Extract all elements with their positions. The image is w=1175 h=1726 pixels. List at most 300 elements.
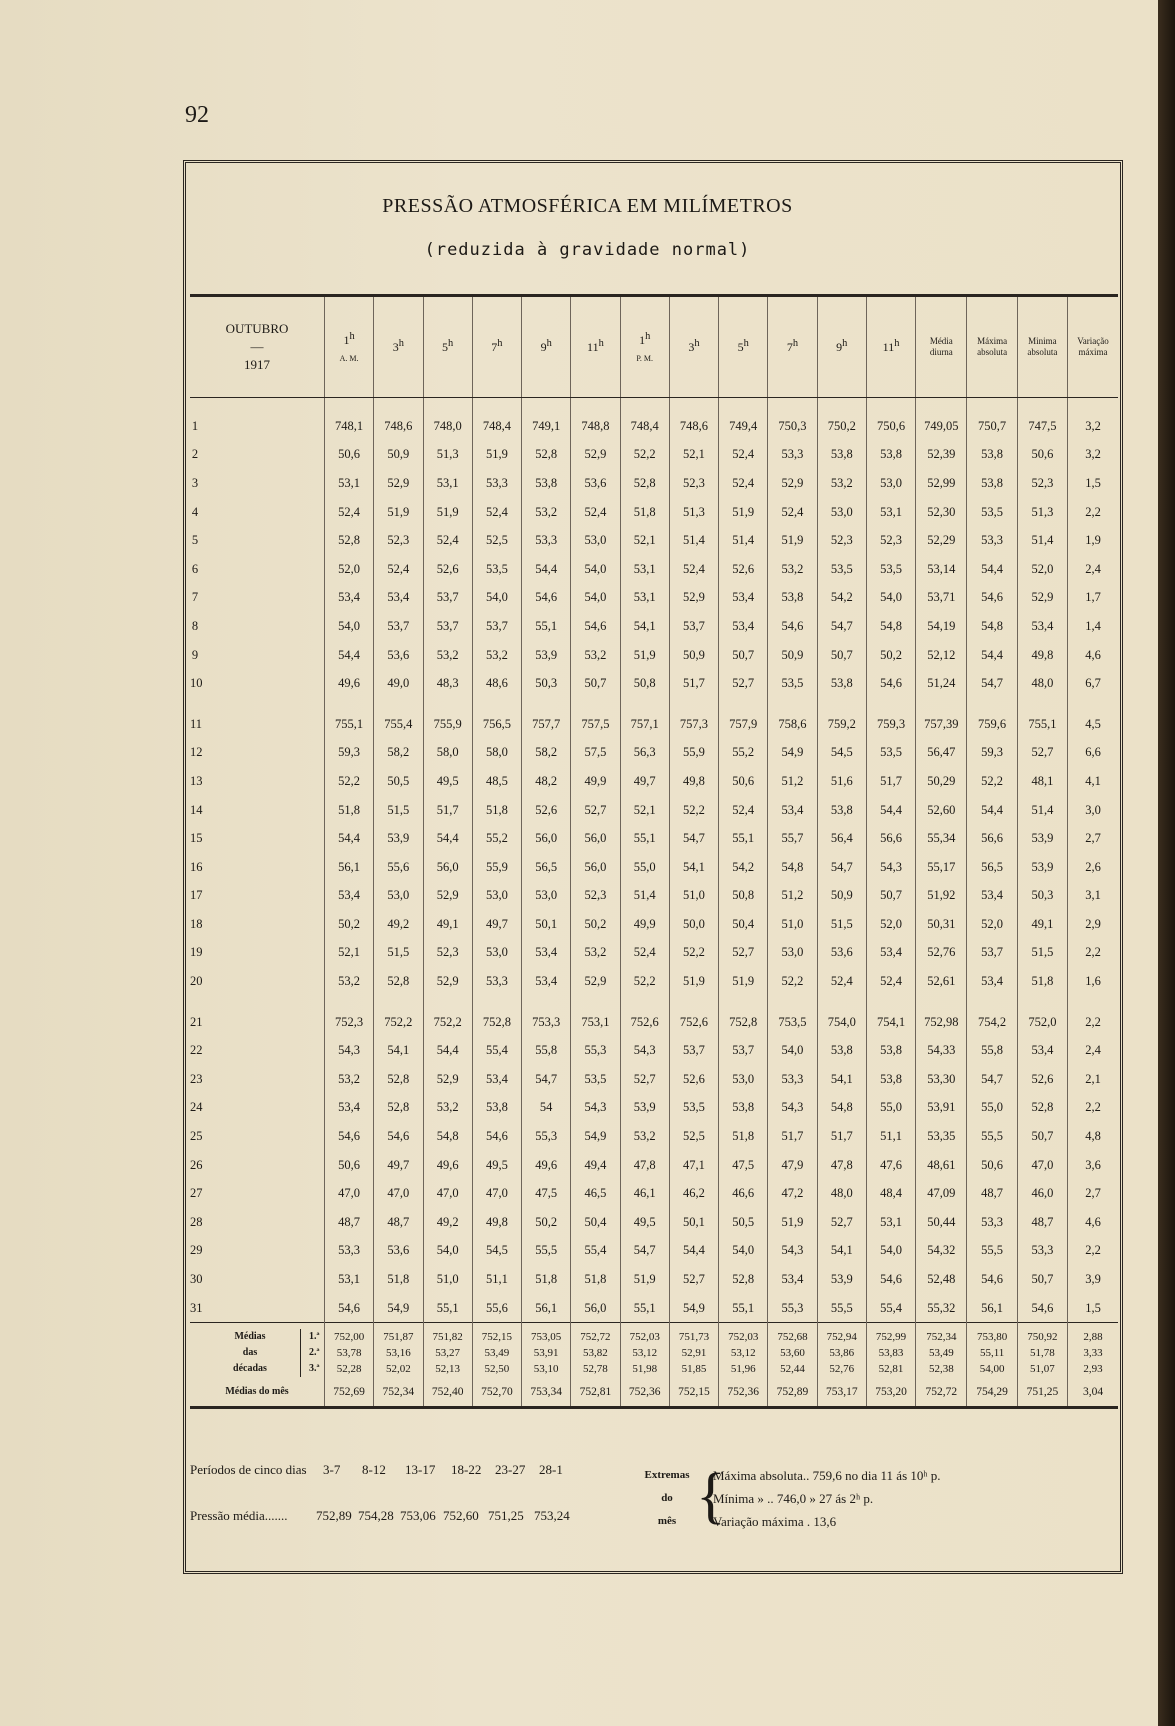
value-cell: 52,9 <box>768 469 817 498</box>
value-cell: 3,1 <box>1068 882 1118 911</box>
pressure-item: 754,28 <box>358 1508 394 1523</box>
day-cell: 9 <box>191 647 199 662</box>
decade-means-cell <box>374 1323 423 1378</box>
value-cell: 53,5 <box>866 555 915 584</box>
value-cell: 51,92 <box>916 882 967 911</box>
value-cell: 53,0 <box>571 526 620 555</box>
value-cell: 52,9 <box>571 967 620 996</box>
value-cell: 51,9 <box>374 498 423 527</box>
value-cell: 48,0 <box>1017 669 1067 698</box>
hour-label: 7 <box>786 340 793 355</box>
value-cell: 52,8 <box>374 967 423 996</box>
value-cell: 53,2 <box>620 1122 669 1151</box>
value-cell: 52,9 <box>1017 584 1067 613</box>
day-cell: 14 <box>190 802 203 817</box>
value-cell: 51,4 <box>620 882 669 911</box>
decade-mean-value: 53,49 <box>484 1347 510 1360</box>
value-cell: 55,5 <box>967 1122 1017 1151</box>
decade-label-wrap <box>200 1329 324 1377</box>
value-cell: 55,4 <box>866 1294 915 1323</box>
day-cell: 12 <box>190 745 203 760</box>
value-cell: 52,4 <box>324 498 373 527</box>
value-cell: 54,0 <box>571 555 620 584</box>
decade-means-cell <box>324 1323 373 1378</box>
decade-mean-value: 51,98 <box>632 1363 658 1376</box>
value-cell: 53,9 <box>374 824 423 853</box>
value-cell: 1,4 <box>1068 612 1118 641</box>
value-cell: 51,24 <box>916 669 967 698</box>
extremes-brace: { <box>696 1462 726 1530</box>
value-cell: 47,9 <box>768 1151 817 1180</box>
value-cell: 53,7 <box>719 1036 768 1065</box>
value-cell: 54,8 <box>423 1122 472 1151</box>
value-cell: 52,1 <box>620 796 669 825</box>
value-cell: 3,9 <box>1068 1265 1118 1294</box>
value-cell: 54,19 <box>916 612 967 641</box>
extreme-variation: Variação máxima . 13,6 <box>713 1514 837 1529</box>
value-cell: 52,5 <box>472 526 521 555</box>
value-cell: 53,5 <box>472 555 521 584</box>
value-cell: 54,9 <box>374 1294 423 1323</box>
value-cell: 53,4 <box>768 796 817 825</box>
value-cell: 53,0 <box>472 882 521 911</box>
value-cell: 46,1 <box>620 1179 669 1208</box>
value-cell: 55,0 <box>866 1094 915 1123</box>
value-cell: 55,1 <box>719 824 768 853</box>
value-cell: 1,5 <box>1068 1294 1118 1323</box>
hour-label: 11 <box>587 340 599 355</box>
month-mean-cell: 752,34 <box>374 1377 423 1407</box>
hour-label: 9 <box>836 340 843 355</box>
day-cell: 20 <box>190 974 203 989</box>
table-row <box>190 669 1118 698</box>
value-cell: 52,7 <box>571 796 620 825</box>
day-cell: 10 <box>190 676 203 691</box>
value-cell: 52,2 <box>620 441 669 470</box>
table-row <box>190 824 1118 853</box>
value-cell: 52,4 <box>768 498 817 527</box>
decade-mean-value: 752,00 <box>333 1331 365 1344</box>
value-cell: 54,32 <box>916 1237 967 1266</box>
value-cell: 52,2 <box>324 767 373 796</box>
value-cell: 52,48 <box>916 1265 967 1294</box>
value-cell: 49,6 <box>324 669 373 698</box>
value-cell: 46,5 <box>571 1179 620 1208</box>
decade-means-cell <box>916 1323 967 1378</box>
decade-mean-value: 752,34 <box>926 1331 957 1344</box>
value-cell: 52,6 <box>1017 1065 1067 1094</box>
value-cell: 4,5 <box>1068 698 1118 739</box>
value-cell: 56,6 <box>866 824 915 853</box>
value-cell: 52,3 <box>866 526 915 555</box>
day-cell: 2 <box>191 447 199 462</box>
value-cell: 56,1 <box>967 1294 1017 1323</box>
value-cell: 55,6 <box>472 1294 521 1323</box>
value-cell: 748,6 <box>374 398 423 441</box>
hour-label: 1 <box>639 333 646 348</box>
value-cell: 56,0 <box>522 824 571 853</box>
value-cell: 52,7 <box>719 939 768 968</box>
value-cell: 51,7 <box>669 669 718 698</box>
value-cell: 54,0 <box>571 584 620 613</box>
value-cell: 56,1 <box>522 1294 571 1323</box>
value-cell: 54,6 <box>967 1265 1017 1294</box>
value-cell: 55,1 <box>620 1294 669 1323</box>
decade-number: 3.ª <box>309 1363 320 1375</box>
decade-mean-value: 53,86 <box>829 1347 855 1360</box>
decade-mean-value: 53,78 <box>336 1347 362 1360</box>
pressure-item: 753,06 <box>400 1508 436 1523</box>
value-cell: 752,2 <box>423 996 472 1037</box>
value-cell: 750,6 <box>866 398 915 441</box>
period-item: 13-17 <box>405 1462 436 1477</box>
value-cell: 51,5 <box>374 939 423 968</box>
value-cell: 53,8 <box>866 441 915 470</box>
value-cell: 56,0 <box>571 853 620 882</box>
hour-suffix: h <box>349 330 355 342</box>
decade-means-cell <box>423 1323 472 1378</box>
value-cell: 52,6 <box>669 1065 718 1094</box>
table-row <box>190 612 1118 641</box>
decade-mean-value: 753,80 <box>976 1331 1008 1344</box>
value-cell: 54,0 <box>768 1036 817 1065</box>
pressure-label: Pressão média....... <box>190 1508 288 1523</box>
value-cell: 54,7 <box>669 824 718 853</box>
value-cell: 53,4 <box>522 939 571 968</box>
value-cell: 748,0 <box>423 398 472 441</box>
value-cell: 55,0 <box>620 853 669 882</box>
day-cell: 29 <box>190 1243 203 1258</box>
value-cell: 49,1 <box>423 910 472 939</box>
value-cell: 54,3 <box>866 853 915 882</box>
value-cell: 749,4 <box>719 398 768 441</box>
table-row <box>190 441 1118 470</box>
value-cell: 755,9 <box>423 698 472 739</box>
value-cell: 52,4 <box>669 555 718 584</box>
value-cell: 54,4 <box>423 824 472 853</box>
table-row <box>190 555 1118 584</box>
hour-suffix: h <box>743 338 749 350</box>
hour-suffix: h <box>792 338 799 350</box>
value-cell: 53,7 <box>669 612 718 641</box>
value-cell: 50,2 <box>522 1208 571 1237</box>
decade-mean-value: 52,28 <box>336 1363 362 1376</box>
value-cell: 54,8 <box>866 612 915 641</box>
value-cell: 748,4 <box>620 398 669 441</box>
value-cell: 52,7 <box>620 1065 669 1094</box>
value-cell: 53,4 <box>719 612 768 641</box>
value-cell: 49,1 <box>1017 910 1067 939</box>
value-cell: 51,5 <box>1017 939 1067 968</box>
value-cell: 51,4 <box>1017 526 1067 555</box>
value-cell: 753,1 <box>571 996 620 1037</box>
value-cell: 748,1 <box>324 398 373 441</box>
decade-means-row <box>190 1323 1118 1378</box>
decade-means-cell <box>1068 1323 1118 1378</box>
value-cell: 51,2 <box>768 767 817 796</box>
decade-mean-value: 53,12 <box>632 1347 658 1360</box>
value-cell: 4,6 <box>1068 641 1118 670</box>
value-cell: 52,0 <box>967 910 1017 939</box>
value-cell: 54,7 <box>967 1065 1017 1094</box>
value-cell: 53,5 <box>817 555 866 584</box>
decade-means-cell <box>571 1323 620 1378</box>
header-media-word: Média <box>929 336 953 346</box>
hour-label: 11 <box>882 340 895 355</box>
value-cell: 55,4 <box>571 1237 620 1266</box>
value-cell: 53,4 <box>866 939 915 968</box>
value-cell: 53,8 <box>967 469 1017 498</box>
value-cell: 53,7 <box>669 1036 718 1065</box>
value-cell: 4,6 <box>1068 1208 1118 1237</box>
day-cell: 6 <box>191 561 199 576</box>
extreme-max: Máxima absoluta.. 759,6 no dia 11 ás 10ʰ p. <box>713 1468 941 1483</box>
table-row <box>190 1294 1118 1323</box>
value-cell: 55,3 <box>768 1294 817 1323</box>
value-cell: 51,3 <box>669 498 718 527</box>
header-hour-3 <box>423 296 472 398</box>
table-row <box>190 767 1118 796</box>
value-cell: 54,8 <box>817 1094 866 1123</box>
value-cell: 49,5 <box>472 1151 521 1180</box>
value-cell: 6,7 <box>1068 669 1118 698</box>
value-cell: 52,9 <box>423 882 472 911</box>
value-cell: 757,39 <box>916 698 967 739</box>
value-cell: 49,8 <box>669 767 718 796</box>
day-cell: 28 <box>190 1214 203 1229</box>
value-cell: 55,6 <box>374 853 423 882</box>
value-cell: 52,61 <box>916 967 967 996</box>
value-cell: 54,3 <box>620 1036 669 1065</box>
value-cell: 51,9 <box>768 526 817 555</box>
value-cell: 1,9 <box>1068 526 1118 555</box>
value-cell: 51,4 <box>719 526 768 555</box>
decade-mean-value: 751,87 <box>383 1331 414 1344</box>
value-cell: 46,0 <box>1017 1179 1067 1208</box>
value-cell: 50,2 <box>571 910 620 939</box>
value-cell: 51,9 <box>669 967 718 996</box>
hour-label: 5 <box>442 340 449 355</box>
decade-label-word: Médias <box>234 1331 266 1343</box>
value-cell: 53,6 <box>374 1237 423 1266</box>
value-cell: 53,8 <box>768 584 817 613</box>
value-cell: 48,3 <box>423 669 472 698</box>
value-cell: 54,9 <box>669 1294 718 1323</box>
month-mean-cell: 752,89 <box>768 1377 817 1407</box>
hour-label: 3 <box>392 340 399 355</box>
value-cell: 50,1 <box>669 1208 718 1237</box>
page-number: 92 <box>185 102 209 128</box>
value-cell: 51,6 <box>817 767 866 796</box>
value-cell: 53,4 <box>472 1065 521 1094</box>
hour-suffix: h <box>598 338 604 350</box>
value-cell: 49,5 <box>423 767 472 796</box>
value-cell: 53,1 <box>423 469 472 498</box>
value-cell: 750,2 <box>817 398 866 441</box>
value-cell: 54,6 <box>522 584 571 613</box>
value-cell: 51,2 <box>768 882 817 911</box>
value-cell: 53,9 <box>522 641 571 670</box>
periods-label: Períodos de cinco dias <box>190 1462 307 1477</box>
value-cell: 53,0 <box>374 882 423 911</box>
decade-number: 2.ª <box>309 1347 320 1359</box>
value-cell: 55,5 <box>967 1237 1017 1266</box>
header-month <box>190 296 324 398</box>
value-cell: 53,8 <box>967 441 1017 470</box>
value-cell: 53,8 <box>817 669 866 698</box>
value-cell: 54,7 <box>522 1065 571 1094</box>
value-cell: 50,3 <box>1017 882 1067 911</box>
value-cell: 52,8 <box>1017 1094 1067 1123</box>
value-cell: 50,6 <box>719 767 768 796</box>
value-cell: 49,8 <box>1017 641 1067 670</box>
value-cell: 54,1 <box>374 1036 423 1065</box>
value-cell: 49,6 <box>423 1151 472 1180</box>
header-minima <box>1017 296 1067 398</box>
value-cell: 54,6 <box>571 612 620 641</box>
value-cell: 49,4 <box>571 1151 620 1180</box>
value-cell: 47,2 <box>768 1179 817 1208</box>
value-cell: 53,6 <box>817 939 866 968</box>
decade-mean-value: 750,92 <box>1027 1331 1058 1344</box>
value-cell: 50,4 <box>571 1208 620 1237</box>
period-item: 18-22 <box>451 1462 482 1477</box>
header-hour-12 <box>866 296 915 398</box>
value-cell: 53,3 <box>324 1237 373 1266</box>
value-cell: 759,3 <box>866 698 915 739</box>
value-cell: 54,6 <box>967 584 1017 613</box>
value-cell: 54,1 <box>817 1065 866 1094</box>
value-cell: 53,4 <box>1017 612 1067 641</box>
value-cell: 48,7 <box>1017 1208 1067 1237</box>
decade-mean-value: 752,72 <box>580 1331 611 1344</box>
value-cell: 52,6 <box>719 555 768 584</box>
period-item: 3-7 <box>323 1462 341 1477</box>
value-cell: 51,0 <box>768 910 817 939</box>
value-cell: 53,9 <box>1017 853 1067 882</box>
value-cell: 54,4 <box>423 1036 472 1065</box>
value-cell: 52,3 <box>1017 469 1067 498</box>
value-cell: 50,9 <box>374 441 423 470</box>
value-cell: 2,4 <box>1068 555 1118 584</box>
ampm-label: A. M. <box>339 354 359 364</box>
value-cell: 51,1 <box>866 1122 915 1151</box>
value-cell: 52,4 <box>374 555 423 584</box>
value-cell: 55,3 <box>571 1036 620 1065</box>
decade-mean-value: 51,96 <box>730 1363 756 1376</box>
value-cell: 47,09 <box>916 1179 967 1208</box>
value-cell: 50,7 <box>1017 1122 1067 1151</box>
value-cell: 53,0 <box>719 1065 768 1094</box>
value-cell: 50,8 <box>719 882 768 911</box>
value-cell: 52,9 <box>571 441 620 470</box>
decade-mean-value: 52,76 <box>829 1363 855 1376</box>
month-mean-cell: 752,69 <box>324 1377 373 1407</box>
value-cell: 54,3 <box>571 1094 620 1123</box>
period-item: 8-12 <box>362 1462 386 1477</box>
pressure-item: 753,24 <box>534 1508 570 1523</box>
value-cell: 757,9 <box>719 698 768 739</box>
table-row <box>190 698 1118 739</box>
value-cell: 757,1 <box>620 698 669 739</box>
day-cell: 16 <box>190 859 203 874</box>
decade-label-words <box>200 1329 300 1377</box>
value-cell: 53,3 <box>472 469 521 498</box>
value-cell: 53,6 <box>374 641 423 670</box>
value-cell: 54,7 <box>967 669 1017 698</box>
value-cell: 1,5 <box>1068 469 1118 498</box>
value-cell: 53,5 <box>768 669 817 698</box>
value-cell: 53,0 <box>522 882 571 911</box>
value-cell: 53,7 <box>472 612 521 641</box>
value-cell: 48,61 <box>916 1151 967 1180</box>
value-cell: 56,4 <box>817 824 866 853</box>
value-cell: 53,4 <box>324 1094 373 1123</box>
value-cell: 53,3 <box>522 526 571 555</box>
value-cell: 53,2 <box>423 1094 472 1123</box>
hour-label: 1 <box>343 333 350 348</box>
value-cell: 52,1 <box>620 526 669 555</box>
value-cell: 2,7 <box>1068 824 1118 853</box>
value-cell: 47,6 <box>866 1151 915 1180</box>
decade-mean-value: 53,27 <box>435 1347 460 1360</box>
month-mean-cell: 754,29 <box>967 1377 1017 1407</box>
value-cell: 53,4 <box>967 882 1017 911</box>
value-cell: 52,3 <box>817 526 866 555</box>
value-cell: 56,5 <box>522 853 571 882</box>
decade-mean-value: 53,12 <box>730 1347 756 1360</box>
value-cell: 48,4 <box>866 1179 915 1208</box>
value-cell: 56,47 <box>916 739 967 768</box>
value-cell: 53,7 <box>423 612 472 641</box>
value-cell: 51,9 <box>719 967 768 996</box>
table-row <box>190 641 1118 670</box>
hour-suffix: h <box>694 338 700 350</box>
table-row <box>190 469 1118 498</box>
value-cell: 55,2 <box>472 824 521 853</box>
value-cell: 53,8 <box>472 1094 521 1123</box>
value-cell: 50,7 <box>866 882 915 911</box>
value-cell: 49,2 <box>423 1208 472 1237</box>
value-cell: 54,4 <box>324 641 373 670</box>
value-cell: 47,8 <box>817 1151 866 1180</box>
value-cell: 48,5 <box>472 767 521 796</box>
table-row <box>190 1094 1118 1123</box>
value-cell: 6,6 <box>1068 739 1118 768</box>
header-maxima-word: absoluta <box>977 347 1008 357</box>
table-row <box>190 882 1118 911</box>
header-hour-2 <box>374 296 423 398</box>
value-cell: 54,6 <box>866 1265 915 1294</box>
value-cell: 2,7 <box>1068 1179 1118 1208</box>
value-cell: 55,1 <box>719 1294 768 1323</box>
value-cell: 52,8 <box>522 441 571 470</box>
table-row <box>190 1237 1118 1266</box>
value-cell: 51,5 <box>817 910 866 939</box>
value-cell: 750,3 <box>768 398 817 441</box>
value-cell: 52,99 <box>916 469 967 498</box>
value-cell: 52,4 <box>719 796 768 825</box>
value-cell: 53,1 <box>620 555 669 584</box>
header-hour-10 <box>768 296 817 398</box>
decade-means-cell <box>620 1323 669 1378</box>
value-cell: 54,4 <box>967 796 1017 825</box>
header-maxima <box>967 296 1017 398</box>
value-cell: 54,8 <box>768 853 817 882</box>
value-cell: 52,2 <box>669 939 718 968</box>
decade-means-cell <box>522 1323 571 1378</box>
decade-mean-value: 52,44 <box>780 1363 805 1376</box>
